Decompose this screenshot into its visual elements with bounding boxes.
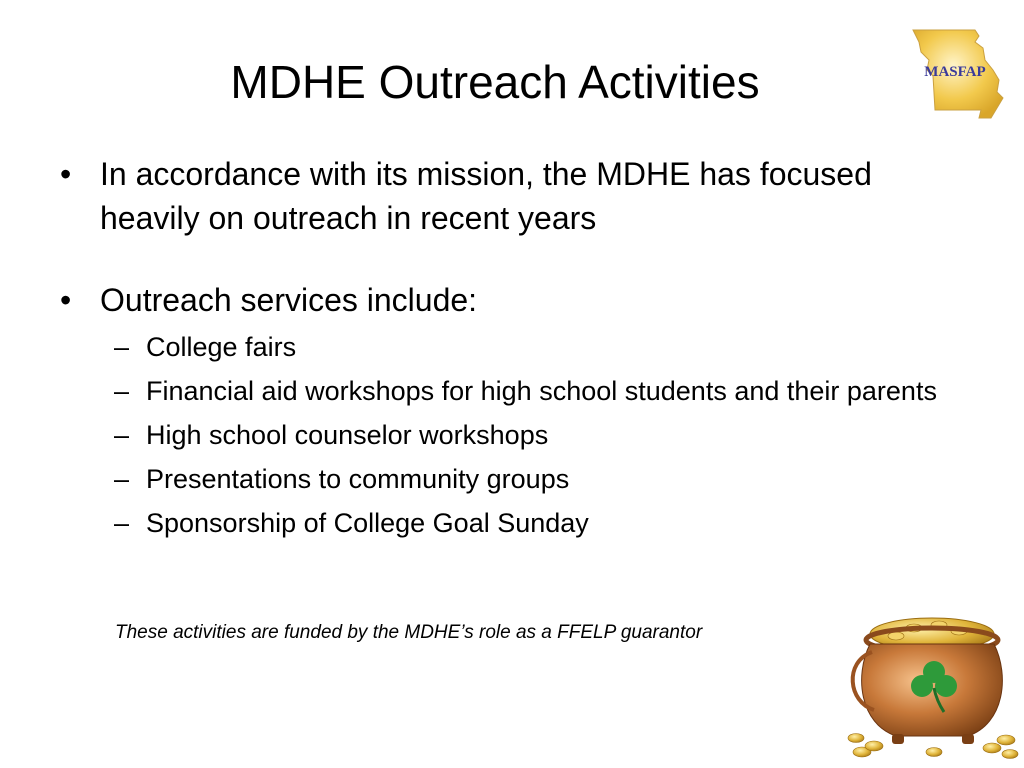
bullet-item [56,152,976,240]
logo-text: MASFAP [924,64,986,80]
dash-icon: – [114,464,130,494]
sub-item-text: Presentations to community groups [146,464,570,494]
bullet-text: In accordance with its mission, the MDHE has focused heavily on outreach in recent years [100,156,872,236]
dash-icon: – [114,332,130,362]
missouri-state-icon [905,26,1011,126]
sub-item-text: College fairs [146,332,297,362]
funding-note: These activities are funded by the MDHE’s role as a FFELP guarantor [115,622,703,643]
sub-list [56,328,976,542]
bullet-text: Outreach services include: [100,282,478,318]
sub-item [56,504,976,542]
masfap-logo [905,26,1011,126]
bullet-item [56,278,976,322]
sub-item-text: Sponsorship of College Goal Sunday [146,508,589,538]
sub-item [56,460,976,498]
sub-item-text: High school counselor workshops [146,420,549,450]
slide-title: MDHE Outreach Activities [230,56,760,108]
bullet-icon: • [60,282,72,318]
sub-item-text: Financial aid workshops for high school students and their parents [146,376,937,406]
dash-icon: – [114,420,130,450]
dash-icon: – [114,376,130,406]
bullet-icon: • [60,156,72,192]
pot-of-gold-icon [844,606,1024,762]
dash-icon: – [114,508,130,538]
pot-of-gold-image [844,606,1024,762]
sub-item [56,328,976,366]
sub-item [56,372,976,410]
sub-item [56,416,976,454]
slide-body [56,152,976,548]
